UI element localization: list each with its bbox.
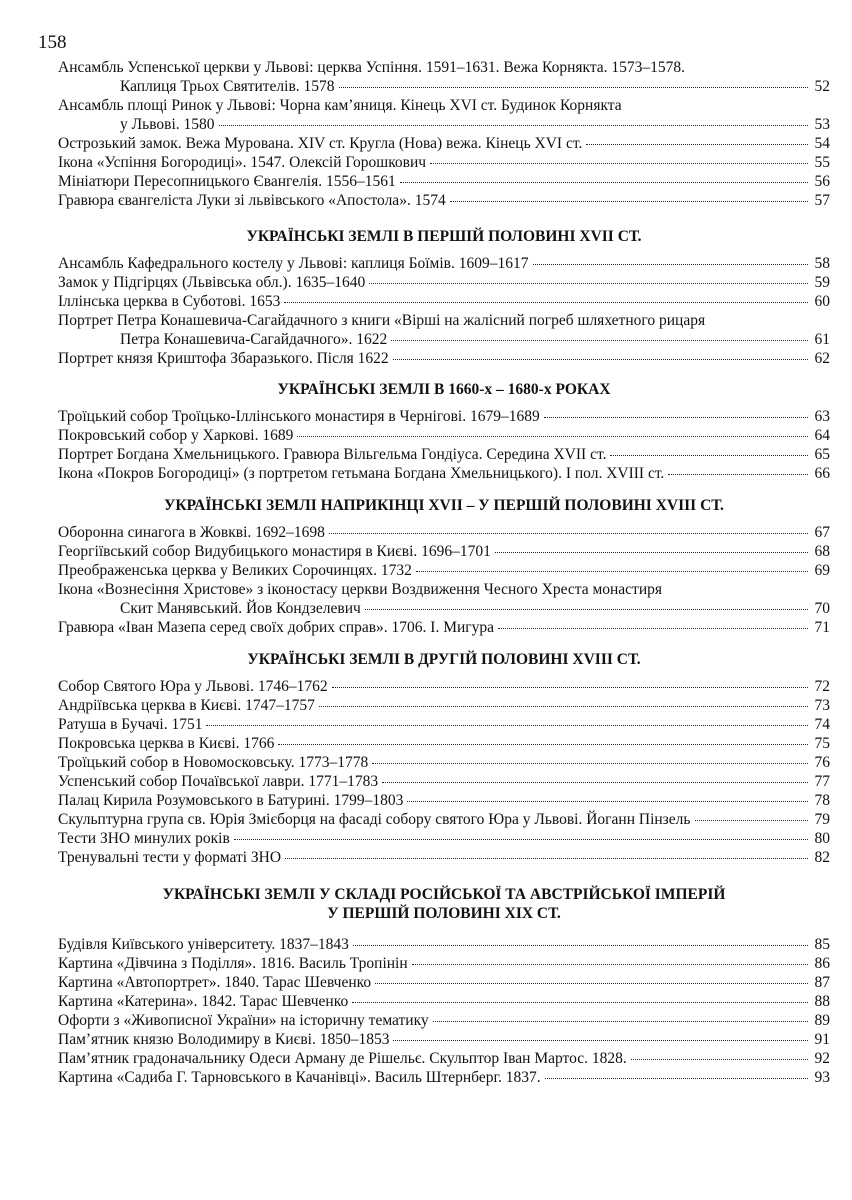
toc-entry-title: Оборонна синагога в Жовкві. 1692–1698 — [58, 524, 325, 541]
toc-entry-page: 80 — [814, 830, 830, 847]
toc-entry-page: 60 — [814, 293, 830, 310]
toc-entry-page: 63 — [814, 408, 830, 425]
toc-entry — [58, 829, 830, 848]
dot-leader — [332, 686, 808, 688]
toc-entry — [58, 426, 830, 445]
toc-entry — [58, 677, 830, 696]
section-heading: УКРАЇНСЬКІ ЗЕМЛІ В ПЕРШІЙ ПОЛОВИНІ XVII СТ. — [246, 228, 642, 245]
dot-leader — [498, 627, 808, 629]
dot-leader — [391, 339, 808, 341]
dot-leader — [369, 282, 808, 284]
toc-section — [58, 58, 830, 210]
toc-section — [58, 885, 830, 1087]
dot-leader — [206, 724, 808, 726]
dot-leader — [365, 608, 808, 610]
toc-entry-page: 58 — [814, 255, 830, 272]
toc-entry-title: Покровський собор у Харкові. 1689 — [58, 427, 294, 444]
toc-entry-page: 71 — [814, 619, 830, 636]
toc-entry-page: 61 — [814, 331, 830, 348]
toc-entry-title: Петра Конашевича-Сагайдачного». 1622 — [120, 331, 388, 348]
toc-entry-page: 85 — [814, 936, 830, 953]
toc-entry — [58, 715, 830, 734]
toc-entry — [58, 992, 830, 1011]
toc-entry — [58, 753, 830, 772]
toc-entry-title: Георгіївський собор Видубицького монастиря в Києві. 1696–1701 — [58, 543, 491, 560]
toc-entry-title-line1: Ікона «Вознесіння Христове» з іконостасу церкви Воздвиження Чесного Хреста монастиря — [58, 581, 663, 598]
section-heading: УКРАЇНСЬКІ ЗЕМЛІ В ДРУГІЙ ПОЛОВИНІ XVIII СТ. — [247, 651, 641, 668]
toc-entry-title: Іллінська церква в Суботові. 1653 — [58, 293, 281, 310]
toc-entry — [58, 58, 830, 96]
toc-section — [58, 227, 830, 368]
toc-entry — [58, 273, 830, 292]
toc-entry-page: 52 — [814, 78, 830, 95]
toc-section — [58, 380, 830, 483]
toc-entry — [58, 810, 830, 829]
dot-leader — [372, 762, 808, 764]
toc-entry-title-line1: Портрет Петра Конашевича-Сагайдачного з книги «Вірші на жалісний погреб шляхетного рицаря — [58, 312, 706, 329]
toc-entry-page: 91 — [814, 1031, 830, 1048]
toc-entry-title: Ікона «Покров Богородиці» (з портретом гетьмана Богдана Хмельницького). I пол. XVIII ст. — [58, 465, 665, 482]
toc-entry-title: Троїцький собор в Новомосковську. 1773–1778 — [58, 754, 369, 771]
toc-entry — [58, 772, 830, 791]
toc-entry — [58, 191, 830, 210]
dot-leader — [545, 1077, 808, 1079]
toc-entry-title: Портрет Богдана Хмельницького. Гравюра Вільгельма Гондіуса. Середина XVII ст. — [58, 446, 607, 463]
toc-entry — [58, 96, 830, 134]
toc-entry-title: Ансамбль Кафедрального костелу у Львові: каплиця Боїмів. 1609–1617 — [58, 255, 529, 272]
toc-entry-page: 70 — [814, 600, 830, 617]
toc-entry — [58, 1030, 830, 1049]
toc-entry-page: 76 — [814, 754, 830, 771]
toc-entry-title: Пам’ятник князю Володимиру в Києві. 1850–1853 — [58, 1031, 390, 1048]
toc-entry — [58, 542, 830, 561]
dot-leader — [297, 435, 808, 437]
toc-entry-title: Картина «Автопортрет». 1840. Тарас Шевченко — [58, 974, 372, 991]
toc-entry-title-line1: Ансамбль площі Ринок у Львові: Чорна кам’яниця. Кінець XVI ст. Будинок Корнякта — [58, 97, 622, 114]
toc-entry-title: Покровська церква в Києві. 1766 — [58, 735, 275, 752]
toc-entry-title: Картина «Садиба Г. Тарновського в Качанівці». Василь Штернберг. 1837. — [58, 1069, 541, 1086]
toc-entry-page: 89 — [814, 1012, 830, 1029]
section-heading: УКРАЇНСЬКІ ЗЕМЛІ В 1660-х – 1680-х РОКАХ — [277, 381, 611, 398]
toc-entry-title: Успенський собор Почаївської лаври. 1771–1783 — [58, 773, 379, 790]
toc-entry-title: Мініатюри Пересопницького Євангелія. 1556–1561 — [58, 173, 396, 190]
toc-entry-page: 93 — [814, 1069, 830, 1086]
toc-entry-title: Скульптурна група св. Юрія Змієборця на фасаді собору святого Юра у Львові. Йоганн Пінзель — [58, 811, 691, 828]
dot-leader — [412, 963, 808, 965]
toc-entry-page: 56 — [814, 173, 830, 190]
toc-entry-page: 65 — [814, 446, 830, 463]
toc-entry-title: Троїцький собор Троїцько-Іллінського монастиря в Чернігові. 1679–1689 — [58, 408, 540, 425]
toc-entry-page: 82 — [814, 849, 830, 866]
toc-entry-page: 87 — [814, 974, 830, 991]
toc-entry-page: 72 — [814, 678, 830, 695]
dot-leader — [382, 781, 808, 783]
toc-entry-page: 77 — [814, 773, 830, 790]
toc-entry-page: 57 — [814, 192, 830, 209]
dot-leader — [339, 86, 808, 88]
page-number: 158 — [38, 32, 67, 53]
toc-entry — [58, 935, 830, 954]
toc-entry — [58, 254, 830, 273]
dot-leader — [400, 181, 808, 183]
dot-leader — [416, 570, 808, 572]
toc-entry-page: 69 — [814, 562, 830, 579]
dot-leader — [219, 124, 808, 126]
toc-entry — [58, 954, 830, 973]
toc-entry-title: Ратуша в Бучачі. 1751 — [58, 716, 203, 733]
toc-entry — [58, 791, 830, 810]
table-of-contents — [58, 58, 830, 1087]
toc-entry-title: Тести ЗНО минулих років — [58, 830, 230, 847]
toc-entry-title: Замок у Підгірцях (Львівська обл.). 1635–1640 — [58, 274, 366, 291]
dot-leader — [319, 705, 808, 707]
toc-entry — [58, 618, 830, 637]
toc-entry — [58, 172, 830, 191]
toc-entry-page: 53 — [814, 116, 830, 133]
toc-entry — [58, 523, 830, 542]
toc-entry-title: Палац Кирила Розумовського в Батурині. 1799–1803 — [58, 792, 404, 809]
toc-entry — [58, 696, 830, 715]
toc-entry-page: 86 — [814, 955, 830, 972]
toc-entry-page: 79 — [814, 811, 830, 828]
dot-leader — [278, 743, 808, 745]
dot-leader — [695, 819, 809, 821]
dot-leader — [407, 800, 808, 802]
dot-leader — [352, 1001, 808, 1003]
dot-leader — [586, 143, 808, 145]
toc-entry-title: Тренувальні тести у форматі ЗНО — [58, 849, 282, 866]
section-heading: УКРАЇНСЬКІ ЗЕМЛІ У СКЛАДІ РОСІЙСЬКОЇ ТА АВСТРІЙСЬКОЇ ІМПЕРІЙ — [162, 886, 726, 903]
section-heading-line2: У ПЕРШІЙ ПОЛОВИНІ XIX СТ. — [327, 905, 561, 922]
toc-entry-page: 59 — [814, 274, 830, 291]
dot-leader — [375, 982, 808, 984]
toc-entry — [58, 349, 830, 368]
toc-entry — [58, 1011, 830, 1030]
toc-entry — [58, 464, 830, 483]
toc-entry-page: 74 — [814, 716, 830, 733]
toc-entry — [58, 973, 830, 992]
toc-entry-page: 55 — [814, 154, 830, 171]
toc-entry-title: Преображенська церква у Великих Сорочинцях. 1732 — [58, 562, 412, 579]
toc-entry-page: 88 — [814, 993, 830, 1010]
toc-entry-page: 78 — [814, 792, 830, 809]
toc-entry-title: Картина «Дівчина з Поділля». 1816. Василь Тропінін — [58, 955, 408, 972]
toc-entry — [58, 734, 830, 753]
toc-entry-page: 75 — [814, 735, 830, 752]
dot-leader — [234, 838, 808, 840]
dot-leader — [610, 454, 808, 456]
toc-entry — [58, 311, 830, 349]
toc-entry-title: Пам’ятник градоначальнику Одеси Арману де Рішельє. Скульптор Іван Мартос. 1828. — [58, 1050, 627, 1067]
toc-entry-page: 92 — [814, 1050, 830, 1067]
toc-entry — [58, 1049, 830, 1068]
dot-leader — [433, 1020, 808, 1022]
toc-entry-page: 54 — [814, 135, 830, 152]
toc-entry — [58, 407, 830, 426]
toc-section — [58, 650, 830, 867]
dot-leader — [393, 1039, 808, 1041]
toc-entry-title: Каплиця Трьох Святителів. 1578 — [120, 78, 335, 95]
toc-entry — [58, 153, 830, 172]
toc-entry-title: Острозький замок. Вежа Мурована. XIV ст. Кругла (Нова) вежа. Кінець XVI ст. — [58, 135, 583, 152]
dot-leader — [430, 162, 808, 164]
dot-leader — [495, 551, 808, 553]
toc-entry — [58, 580, 830, 618]
toc-entry-title: Гравюра євангеліста Луки зі львівського «Апостола». 1574 — [58, 192, 446, 209]
toc-entry — [58, 292, 830, 311]
toc-entry-title: Портрет князя Криштофа Збаразького. Після 1622 — [58, 350, 389, 367]
toc-entry-page: 73 — [814, 697, 830, 714]
dot-leader — [329, 532, 808, 534]
section-heading: УКРАЇНСЬКІ ЗЕМЛІ НАПРИКІНЦІ XVII – У ПЕРШІЙ ПОЛОВИНІ XVIII СТ. — [164, 497, 724, 514]
toc-entry-title: Офорти з «Живописної України» на історичну тематику — [58, 1012, 429, 1029]
toc-entry-page: 62 — [814, 350, 830, 367]
dot-leader — [450, 200, 808, 202]
dot-leader — [285, 857, 808, 859]
dot-leader — [668, 473, 808, 475]
toc-entry — [58, 134, 830, 153]
toc-entry-title: Собор Святого Юра у Львові. 1746–1762 — [58, 678, 328, 695]
toc-section — [58, 496, 830, 637]
toc-entry-title: Андріївська церква в Києві. 1747–1757 — [58, 697, 315, 714]
toc-entry-page: 68 — [814, 543, 830, 560]
dot-leader — [284, 301, 808, 303]
toc-entry-page: 67 — [814, 524, 830, 541]
toc-entry — [58, 445, 830, 464]
dot-leader — [353, 944, 808, 946]
toc-entry-title-line1: Ансамбль Успенської церкви у Львові: церква Успіння. 1591–1631. Вежа Корнякта. 1573–1578. — [58, 59, 686, 76]
dot-leader — [533, 263, 809, 265]
toc-entry-title: у Львові. 1580 — [120, 116, 215, 133]
dot-leader — [544, 416, 808, 418]
toc-entry-title: Картина «Катерина». 1842. Тарас Шевченко — [58, 993, 349, 1010]
toc-entry — [58, 1068, 830, 1087]
toc-entry — [58, 561, 830, 580]
toc-entry-title: Будівля Київського університету. 1837–1843 — [58, 936, 349, 953]
toc-entry-page: 64 — [814, 427, 830, 444]
toc-entry-page: 66 — [814, 465, 830, 482]
dot-leader — [393, 358, 808, 360]
toc-entry-title: Гравюра «Іван Мазепа серед своїх добрих справ». 1706. І. Мигура — [58, 619, 495, 636]
dot-leader — [631, 1058, 808, 1060]
toc-entry-title: Скит Манявський. Йов Кондзелевич — [120, 600, 361, 617]
toc-entry-title: Ікона «Успіння Богородиці». 1547. Олексій Горошкович — [58, 154, 427, 171]
toc-entry — [58, 848, 830, 867]
